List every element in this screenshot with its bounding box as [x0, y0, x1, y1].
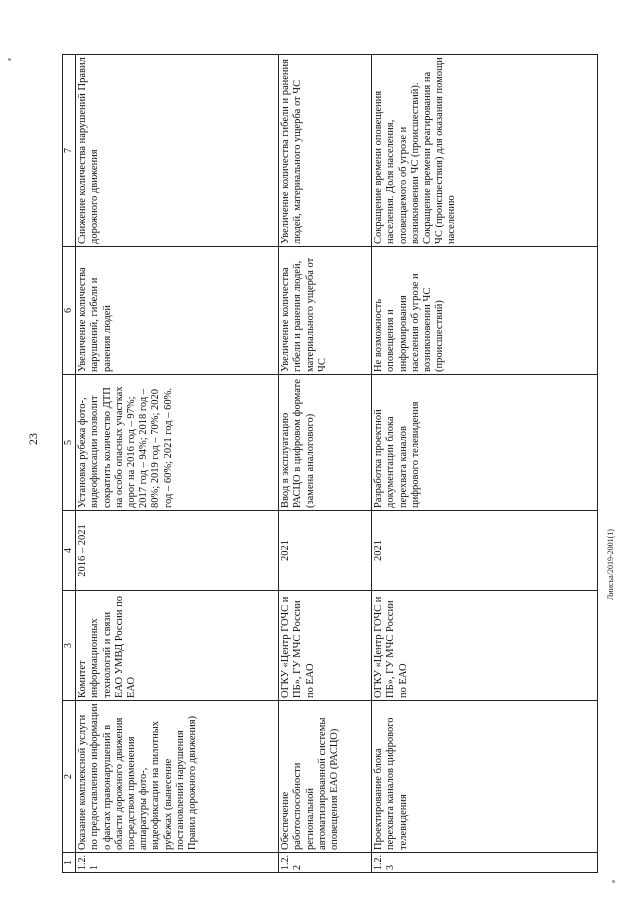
column-header: 5: [63, 375, 76, 511]
table-row: [76, 55, 279, 873]
responsible-executor: ОГКУ «Центр ГОЧС и ПБ», ГУ МЧС России по ЕАО: [372, 591, 598, 701]
table-row: [279, 55, 372, 873]
measure-name: Обеспечение работоспособности региональной автоматизированной системы оповещения ЕАО (РАСЦО): [279, 701, 372, 853]
column-header: 2: [63, 701, 76, 853]
responsible-executor: Комитет информационных технологий и связи ЕАО УМВД России по ЕАО: [76, 591, 279, 701]
document-stamp: Лиисьа/2019-2001(1): [606, 529, 615, 600]
table-row: [372, 55, 598, 873]
implementation-period: 2016 – 2021: [76, 511, 279, 591]
consequences-of-non-implementation: Увеличение количества нарушений, гибели и ранения людей: [76, 247, 279, 375]
measures-table: [62, 54, 598, 873]
rotated-table-wrapper: [62, 55, 598, 873]
implementation-period: 2021: [372, 511, 598, 591]
expected-result: Ввод в эксплуатацию РАСЦО в цифровом формате (замена аналогового): [279, 375, 372, 511]
link-to-indicators: Снижение количества нарушений Правил дорожного движения: [76, 55, 279, 247]
measure-name: Проектирование блока перехвата каналов цифрового телевидения: [372, 701, 598, 853]
scan-speck: [8, 58, 11, 61]
consequences-of-non-implementation: Не возможность оповещения и информирования населения об угрозе и возникновении ЧС (происшествий): [372, 247, 598, 375]
expected-result: Установка рубежа фото-, видеофиксации позволит сократить количество ДТП на особо опасных участках дорог на 2016 год – 97%; 2017 год – 94%; 2018 год – 80%; 2019 год – 70%; 2020 год – 60%; 2021 год – 60%.: [76, 375, 279, 511]
scan-speck: [612, 880, 615, 883]
table-header-row: [63, 55, 76, 873]
column-header: 7: [63, 55, 76, 247]
column-header: 1: [63, 853, 76, 873]
column-header: 3: [63, 591, 76, 701]
measure-name: Оказание комплексной услуги по предоставлению информации о фактах правонарушений в области дорожного движения посредством применения аппаратуры фото-, видеофиксации на пилотных рубежах (вынесение постановлений нарушения Правил дорожного движения): [76, 701, 279, 853]
column-header: 6: [63, 247, 76, 375]
link-to-indicators: Сокращение времени оповещения населения. Доля населения, оповещаемого об угрозе и возникновении ЧС (происшествий). Сокращение времени реагирования на ЧС (происшествия) для оказания помощи населению: [372, 55, 598, 247]
row-number: 1.2.2: [279, 853, 372, 873]
responsible-executor: ОГКУ «Центр ГОЧС и ПБ», ГУ МЧС России по ЕАО: [279, 591, 372, 701]
row-number: 1.2.1: [76, 853, 279, 873]
page-number: 23: [26, 433, 40, 445]
link-to-indicators: Увеличение количества гибели и ранения людей, материального ущерба от ЧС: [279, 55, 372, 247]
implementation-period: 2021: [279, 511, 372, 591]
row-number: 1.2.3: [372, 853, 598, 873]
column-header: 4: [63, 511, 76, 591]
expected-result: Разработка проектной документации блока перехвата каналов цифрового телевидения: [372, 375, 598, 511]
consequences-of-non-implementation: Увеличение количества гибели и ранения людей, материального ущерба от ЧС: [279, 247, 372, 375]
